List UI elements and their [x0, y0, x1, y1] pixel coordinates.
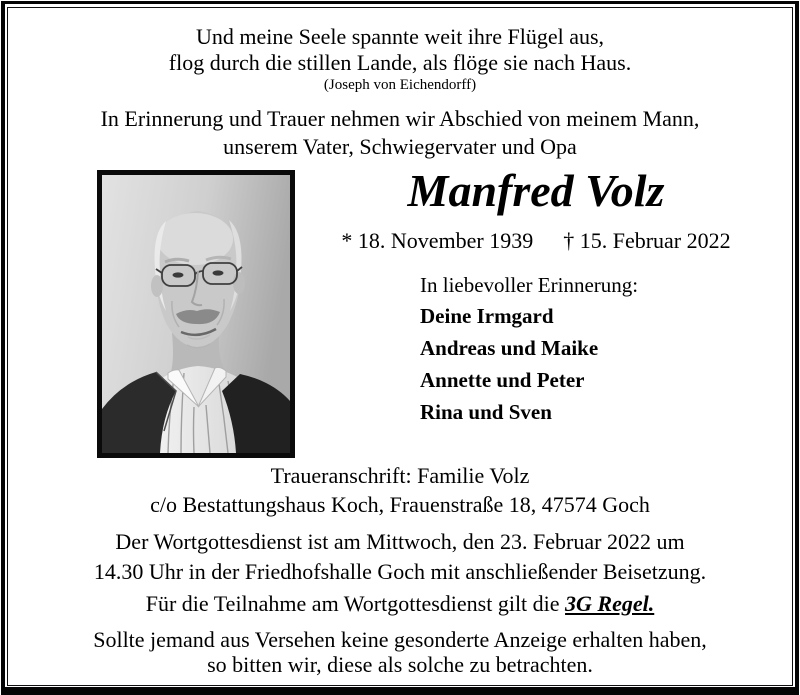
mourners-list: [420, 272, 638, 428]
service-line-1: Der Wortgottesdienst ist am Mittwoch, den 23. Februar 2022 um: [115, 529, 685, 554]
service-info: [0, 527, 800, 587]
address-line-1: Traueranschrift: Familie Volz: [270, 463, 530, 488]
intro-line-1: In Erinnerung und Trauer nehmen wir Abschied von meinem Mann,: [100, 106, 700, 131]
apology-line-1: Sollte jemand aus Versehen keine gesonderte Anzeige erhalten haben,: [93, 627, 707, 652]
poem-line-2: flog durch die stillen Lande, als flöge sie nach Haus.: [168, 50, 632, 75]
covid-rule-prefix: Für die Teilnahme am Wortgottesdienst gilt die: [145, 591, 566, 616]
memory-heading: In liebevoller Erinnerung:: [420, 273, 639, 297]
mourner-name: Deine Irmgard: [420, 304, 554, 328]
address-line-2: c/o Bestattungshaus Koch, Frauenstraße 18, 47574 Goch: [150, 492, 650, 517]
intro-text: [0, 105, 800, 161]
mourner-name: Annette und Peter: [420, 368, 585, 392]
poem: [0, 24, 800, 95]
service-line-2: 14.30 Uhr in der Friedhofshalle Goch mit anschließender Beisetzung.: [93, 559, 707, 584]
mourning-address: [0, 461, 800, 519]
mourner-name: Andreas und Maike: [420, 336, 599, 360]
deceased-column: [300, 166, 772, 254]
covid-rule-line: [0, 590, 800, 618]
poem-attribution: (Joseph von Eichendorff): [323, 77, 477, 93]
birth-date: * 18. November 1939: [341, 228, 534, 253]
life-dates: [300, 228, 772, 254]
death-date: † 15. Februar 2022: [563, 228, 731, 253]
apology-note: [0, 627, 800, 677]
covid-rule-highlight: 3G Regel.: [565, 591, 655, 616]
mourner-name: Rina und Sven: [420, 400, 552, 424]
portrait-image: [102, 175, 290, 453]
intro-line-2: unserem Vater, Schwiegervater und Opa: [223, 134, 577, 159]
poem-line-1: Und meine Seele spannte weit ihre Flügel aus,: [195, 24, 605, 49]
portrait-photo: [97, 170, 295, 458]
deceased-name: Manfred Volz: [407, 165, 665, 216]
apology-line-2: so bitten wir, diese als solche zu betrachten.: [207, 652, 593, 677]
